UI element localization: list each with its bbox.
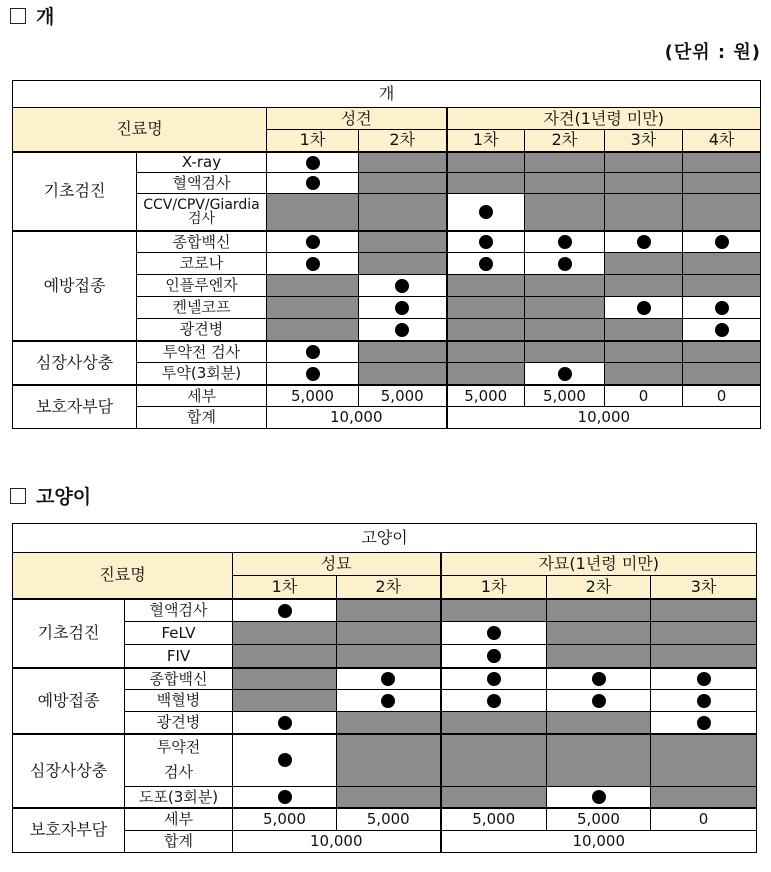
- item-label: FIV: [125, 645, 233, 668]
- cat-table-title: 고양이: [13, 524, 757, 553]
- mark-cell: [605, 297, 683, 319]
- item-label: 투약전 검사: [125, 734, 233, 787]
- mark-cell: [605, 231, 683, 253]
- item-label: 혈액검사: [137, 173, 267, 194]
- dot-icon: [381, 672, 395, 686]
- dot-icon: [592, 672, 606, 686]
- round-header: 3차: [651, 576, 757, 599]
- total-young: 10,000: [441, 830, 757, 852]
- item-label: 인플루엔자: [137, 275, 267, 297]
- cost-cell: 5,000: [337, 808, 441, 830]
- dot-icon: [381, 694, 395, 708]
- dog-table-title: 개: [13, 81, 761, 108]
- mark-cell: [525, 363, 605, 385]
- mark-cell: [525, 253, 605, 275]
- category-vaccination: 예방접종: [13, 231, 137, 341]
- mark-cell: [447, 194, 525, 231]
- dot-icon: [395, 279, 409, 293]
- dot-icon: [278, 790, 292, 804]
- mark-cell: [337, 668, 441, 690]
- category-vaccination: 예방접종: [13, 668, 125, 734]
- young-group-header: 자묘(1년령 미만): [441, 553, 757, 576]
- round-header: 1차: [233, 576, 337, 599]
- dot-icon: [306, 257, 320, 271]
- category-owner-cost: 보호자부담: [13, 385, 137, 429]
- mark-cell: [651, 690, 757, 712]
- dot-icon: [278, 716, 292, 730]
- dot-icon: [697, 716, 711, 730]
- mark-cell: [547, 668, 651, 690]
- round-header: 2차: [525, 130, 605, 152]
- mark-cell: [547, 786, 651, 808]
- treatment-header: 진료명: [13, 108, 267, 152]
- dot-icon: [592, 790, 606, 804]
- cost-label-total: 합계: [125, 830, 233, 852]
- cost-label-total: 합계: [137, 407, 267, 429]
- mark-cell: [683, 231, 761, 253]
- category-heartworm: 심장사상충: [13, 734, 125, 809]
- dot-icon: [592, 694, 606, 708]
- dot-icon: [715, 235, 729, 249]
- young-group-header: 자견(1년령 미만): [447, 108, 761, 130]
- round-header: 2차: [337, 576, 441, 599]
- cat-table: [12, 523, 757, 853]
- mark-cell: [683, 319, 761, 341]
- cost-cell: 5,000: [447, 385, 525, 407]
- dot-icon: [479, 205, 493, 219]
- dot-icon: [715, 323, 729, 337]
- item-label: 종합백신: [137, 231, 267, 253]
- dot-icon: [558, 257, 572, 271]
- round-header: 1차: [441, 576, 547, 599]
- mark-cell: [233, 786, 337, 808]
- checkbox-icon: [10, 488, 26, 504]
- mark-cell: [233, 599, 337, 622]
- total-adult: 10,000: [233, 830, 441, 852]
- cost-cell: 0: [651, 808, 757, 830]
- item-label: 투약(3회분): [137, 363, 267, 385]
- total-young: 10,000: [447, 407, 761, 429]
- mark-cell: [683, 297, 761, 319]
- dot-icon: [479, 235, 493, 249]
- category-basic-exam: 기초검진: [13, 152, 137, 231]
- treatment-header: 진료명: [13, 553, 233, 599]
- cat-section-title: 고양이: [10, 482, 91, 509]
- mark-cell: [441, 668, 547, 690]
- mark-cell: [441, 622, 547, 645]
- mark-cell: [337, 690, 441, 712]
- dot-icon: [278, 753, 292, 767]
- dot-icon: [697, 672, 711, 686]
- dot-icon: [278, 604, 292, 618]
- mark-cell: [267, 341, 359, 363]
- round-header: 2차: [359, 130, 447, 152]
- total-adult: 10,000: [267, 407, 447, 429]
- mark-cell: [525, 231, 605, 253]
- mark-cell: [447, 231, 525, 253]
- cost-label-detail: 세부: [125, 808, 233, 830]
- dot-icon: [487, 672, 501, 686]
- mark-cell: [359, 275, 447, 297]
- cost-cell: 5,000: [441, 808, 547, 830]
- cost-cell: 5,000: [267, 385, 359, 407]
- dot-icon: [306, 176, 320, 190]
- item-label: CCV/CPV/Giardia 검사: [137, 194, 267, 231]
- dot-icon: [306, 235, 320, 249]
- dot-icon: [306, 367, 320, 381]
- item-label: 광견병: [137, 319, 267, 341]
- category-owner-cost: 보호자부담: [13, 808, 125, 852]
- cost-cell: 0: [683, 385, 761, 407]
- item-label: 종합백신: [125, 668, 233, 690]
- dot-icon: [306, 156, 320, 170]
- mark-cell: [441, 645, 547, 668]
- round-header: 1차: [267, 130, 359, 152]
- mark-cell: [359, 319, 447, 341]
- mark-cell: [441, 690, 547, 712]
- dot-icon: [479, 257, 493, 271]
- unit-label: (단위 : 원): [664, 42, 761, 63]
- mark-cell: [233, 712, 337, 734]
- round-header: 4차: [683, 130, 761, 152]
- mark-cell: [267, 231, 359, 253]
- item-label: 광견병: [125, 712, 233, 734]
- mark-cell: [547, 690, 651, 712]
- dot-icon: [487, 649, 501, 663]
- mark-cell: [359, 297, 447, 319]
- dot-icon: [637, 235, 651, 249]
- dot-icon: [558, 367, 572, 381]
- checkbox-icon: [10, 8, 26, 24]
- dot-icon: [637, 301, 651, 315]
- item-label: FeLV: [125, 622, 233, 645]
- cost-cell: 0: [605, 385, 683, 407]
- round-header: 3차: [605, 130, 683, 152]
- dot-icon: [395, 301, 409, 315]
- cost-cell: 5,000: [525, 385, 605, 407]
- dog-section-title: 개: [10, 2, 54, 29]
- dot-icon: [697, 694, 711, 708]
- mark-cell: [651, 668, 757, 690]
- mark-cell: [651, 712, 757, 734]
- dot-icon: [487, 626, 501, 640]
- round-header: 2차: [547, 576, 651, 599]
- item-label: 혈액검사: [125, 599, 233, 622]
- mark-cell: [447, 253, 525, 275]
- cost-cell: 5,000: [233, 808, 337, 830]
- item-label: 코로나: [137, 253, 267, 275]
- item-label: X-ray: [137, 152, 267, 173]
- dot-icon: [558, 235, 572, 249]
- category-basic-exam: 기초검진: [13, 599, 125, 668]
- cost-cell: 5,000: [359, 385, 447, 407]
- dog-table: [12, 80, 761, 429]
- dot-icon: [487, 694, 501, 708]
- category-heartworm: 심장사상충: [13, 341, 137, 385]
- dot-icon: [715, 301, 729, 315]
- item-label: 투약전 검사: [137, 341, 267, 363]
- item-label: 도포(3회분): [125, 786, 233, 808]
- dot-icon: [306, 345, 320, 359]
- round-header: 1차: [447, 130, 525, 152]
- item-label: 켄넬코프: [137, 297, 267, 319]
- adult-group-header: 성묘: [233, 553, 441, 576]
- mark-cell: [267, 152, 359, 173]
- adult-group-header: 성견: [267, 108, 447, 130]
- cost-cell: 5,000: [547, 808, 651, 830]
- cost-label-detail: 세부: [137, 385, 267, 407]
- mark-cell: [267, 173, 359, 194]
- mark-cell: [233, 734, 337, 787]
- item-label: 백혈병: [125, 690, 233, 712]
- mark-cell: [267, 363, 359, 385]
- mark-cell: [267, 253, 359, 275]
- dot-icon: [395, 323, 409, 337]
